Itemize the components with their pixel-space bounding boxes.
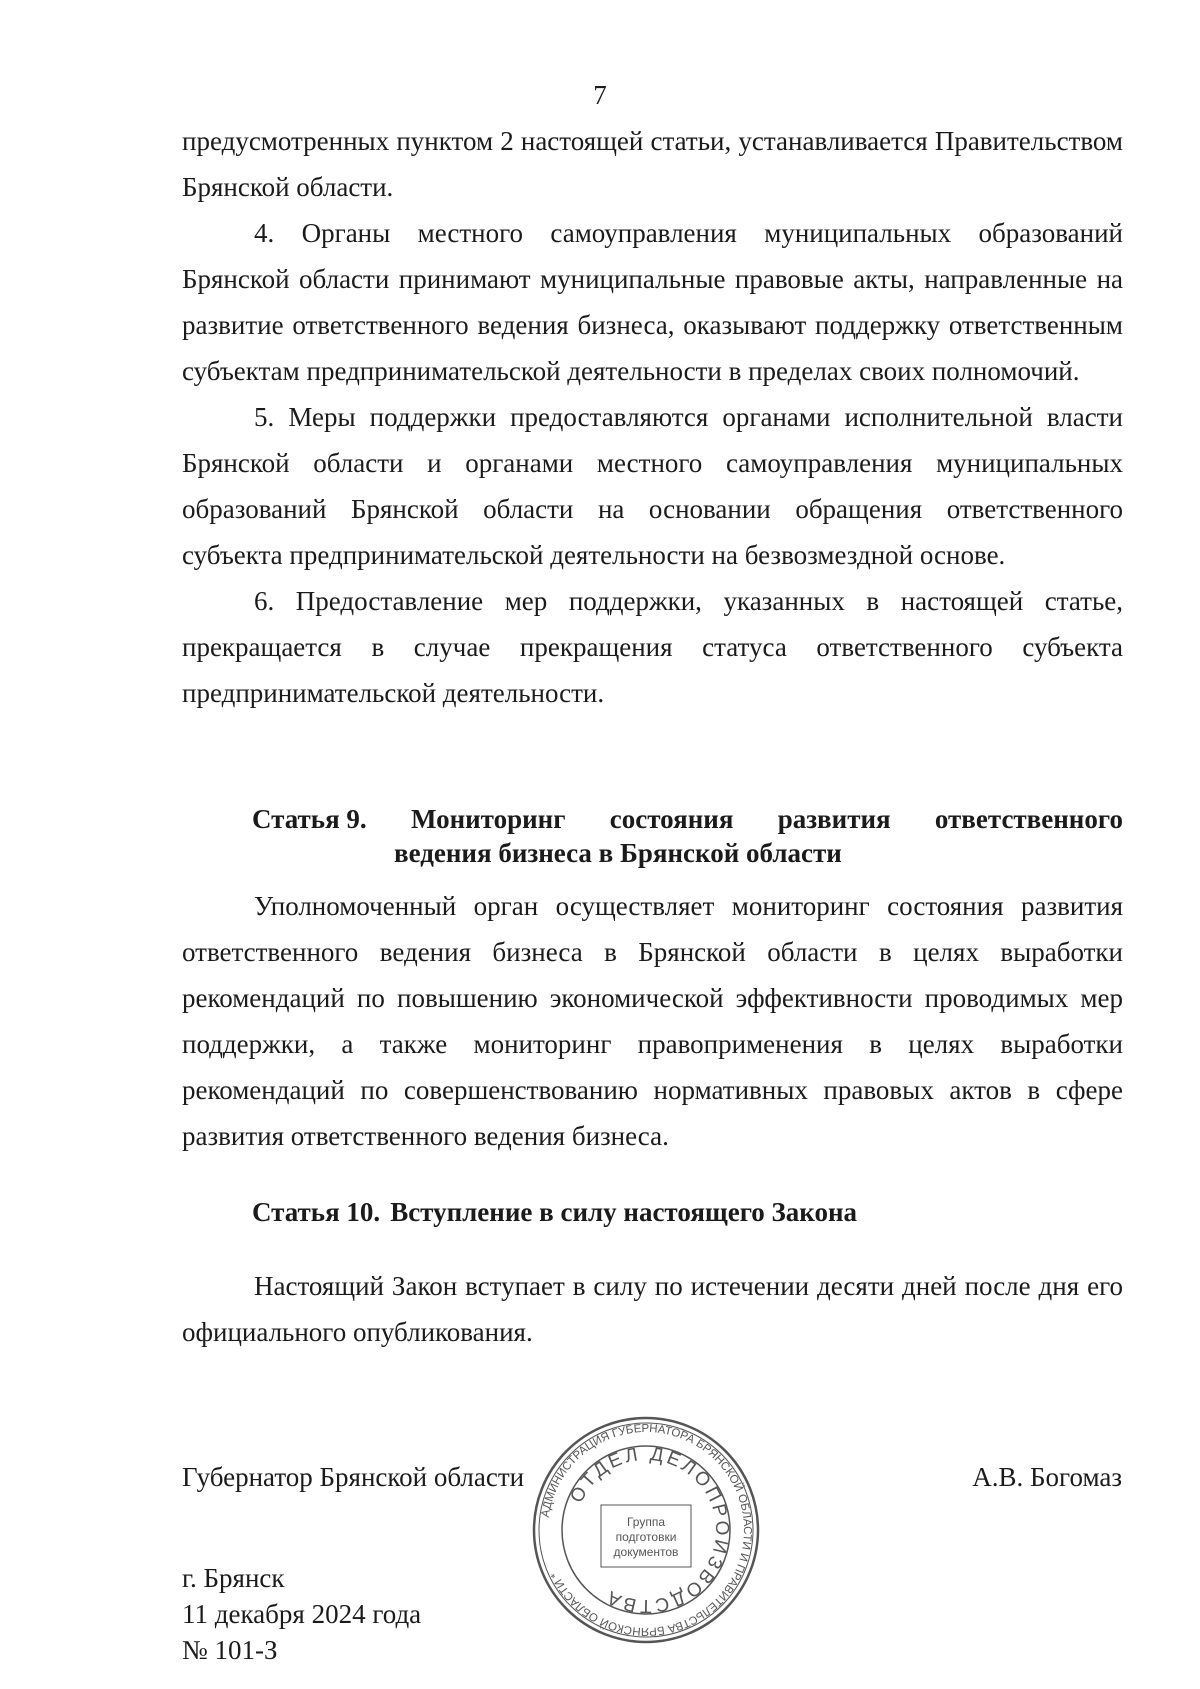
paragraph-item-6: 6. Предоставление мер поддержки, указанных в настоящей статье, прекращается в случае прекращения статуса ответственного субъекта предпринимательской деятельности.	[182, 586, 1123, 708]
seal-graphic	[531, 1415, 761, 1645]
seal-center-line: подготовки	[615, 1530, 677, 1544]
article-9-title-word: ответственного	[934, 804, 1123, 834]
seal-center-line: Группа	[626, 1515, 666, 1529]
page-number: 7	[593, 80, 607, 110]
document-footer	[182, 1560, 421, 1668]
seal-center-line: документов	[613, 1545, 679, 1559]
article-9-title-word: состояния	[609, 804, 734, 834]
article-9-heading	[252, 802, 1123, 870]
article-9-title-line2: ведения бизнеса в Брянской области	[394, 838, 842, 868]
seal-outer-text: АДМИНИСТРАЦИЯ ГУБЕРНАТОРА БРЯНСКОЙ ОБЛАСТИ И ПРАВИТЕЛЬСТВА БРЯНСКОЙ ОБЛАСТИ *	[539, 1422, 754, 1638]
article-9-label: Статья 9.	[252, 804, 367, 834]
paragraph-item-4: 4. Органы местного самоуправления муниципальных образований Брянской области принимают муниципальные правовые акты, направленные на развитие ответственного ведения бизнеса, оказывают поддержку ответственным субъектам предпринимательской деятельности в пределах своих полномочий.	[182, 218, 1123, 386]
article-10-heading	[252, 1195, 867, 1229]
article-9-text: Уполномоченный орган осуществляет мониторинг состояния развития ответственного ведения бизнеса в Брянской области в целях выработки рекомендаций по повышению экономической эффективности проводимых мер поддержки, а также мониторинг правоприменения в целях выработки рекомендаций по совершенствованию нормативных правовых актов в сфере развития ответственного ведения бизнеса.	[182, 891, 1123, 1151]
paragraph-continuation: предусмотренных пунктом 2 настоящей статьи, устанавливается Правительством Брянской области.	[182, 126, 1123, 202]
signatory-position: Губернатор Брянской области	[182, 1462, 525, 1492]
article-10-title: Вступление в силу настоящего Закона	[390, 1197, 858, 1227]
body-text-top	[182, 118, 1123, 716]
paragraph-item-5: 5. Меры поддержки предоставляются органами исполнительной власти Брянской области и органами местного самоуправления муниципальных образований Брянской области на основании обращения ответственного субъекта предпринимательской деятельности на безвозмездной основе.	[182, 402, 1123, 570]
article-9-title-word: Мониторинг	[410, 804, 566, 834]
article-9-title-word: развития	[777, 804, 891, 834]
footer-date: 11 декабря 2024 года	[182, 1599, 422, 1629]
footer-city: г. Брянск	[182, 1563, 285, 1593]
signatory-name: А.В. Богомаз	[972, 1462, 1122, 1492]
official-seal	[531, 1415, 761, 1645]
article-10-body	[182, 1263, 1123, 1355]
seal-ring-text: ОТДЕЛ ДЕЛОПРОИЗВОДСТВА	[566, 1443, 733, 1617]
footer-number: № 101-З	[182, 1635, 278, 1665]
article-10-text: Настоящий Закон вступает в силу по истечении десяти дней после дня его официального опубликования.	[182, 1271, 1123, 1347]
article-9-body	[182, 883, 1123, 1159]
article-10-label: Статья 10.	[252, 1197, 381, 1227]
